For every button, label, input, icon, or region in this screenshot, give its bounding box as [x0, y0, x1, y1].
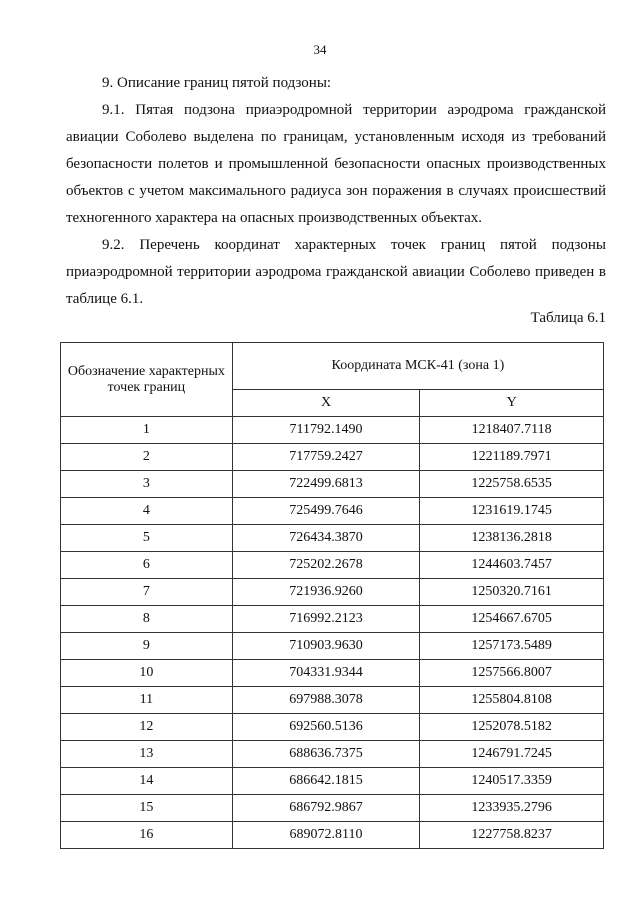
- paragraph-9-2: 9.2. Перечень координат характерных точек границ пятой подзоны приаэродромной территории аэродрома гражданской авиации Соболево приведен в таблице 6.1.: [66, 237, 606, 307]
- table-row: [61, 498, 604, 525]
- y-coordinate-cell: 1257566.8007: [420, 660, 604, 687]
- header-coordinate-system: Координата МСК-41 (зона 1): [232, 343, 603, 390]
- y-coordinate-cell: 1233935.2796: [420, 795, 604, 822]
- table-row: [61, 417, 604, 444]
- table-row: [61, 525, 604, 552]
- table-caption: Таблица 6.1: [530, 310, 606, 326]
- y-coordinate-cell: 1218407.7118: [420, 417, 604, 444]
- y-coordinate-cell: 1244603.7457: [420, 552, 604, 579]
- header-x: X: [232, 390, 420, 417]
- x-coordinate-cell: 717759.2427: [232, 444, 420, 471]
- x-coordinate-cell: 692560.5136: [232, 714, 420, 741]
- y-coordinate-cell: 1250320.7161: [420, 579, 604, 606]
- x-coordinate-cell: 726434.3870: [232, 525, 420, 552]
- x-coordinate-cell: 716992.2123: [232, 606, 420, 633]
- x-coordinate-cell: 722499.6813: [232, 471, 420, 498]
- table-row: [61, 579, 604, 606]
- table-row: [61, 768, 604, 795]
- x-coordinate-cell: 689072.8110: [232, 822, 420, 849]
- table-row: [61, 687, 604, 714]
- table-row: [61, 552, 604, 579]
- header-y: Y: [420, 390, 604, 417]
- table-row: [61, 444, 604, 471]
- coordinates-table: [60, 342, 604, 849]
- point-number-cell: 2: [61, 444, 233, 471]
- table-row: [61, 714, 604, 741]
- point-number-cell: 16: [61, 822, 233, 849]
- x-coordinate-cell: 704331.9344: [232, 660, 420, 687]
- point-number-cell: 12: [61, 714, 233, 741]
- point-number-cell: 4: [61, 498, 233, 525]
- point-number-cell: 6: [61, 552, 233, 579]
- table-row: [61, 822, 604, 849]
- point-number-cell: 15: [61, 795, 233, 822]
- y-coordinate-cell: 1231619.1745: [420, 498, 604, 525]
- y-coordinate-cell: 1240517.3359: [420, 768, 604, 795]
- y-coordinate-cell: 1238136.2818: [420, 525, 604, 552]
- header-point-designation: Обозначение характерных точек границ: [61, 343, 233, 417]
- point-number-cell: 5: [61, 525, 233, 552]
- paragraph-9-1: 9.1. Пятая подзона приаэродромной территории аэродрома гражданской авиации Соболево выделена по границам, установленным исходя из требований безопасности полетов и промышленной безопасности опасных производственных объектов с учетом максимального радиуса зон поражения в случаях происшествий техногенного характера на опасных производственных объектах.: [66, 102, 606, 226]
- x-coordinate-cell: 686792.9867: [232, 795, 420, 822]
- y-coordinate-cell: 1221189.7971: [420, 444, 604, 471]
- table-row: [61, 741, 604, 768]
- y-coordinate-cell: 1225758.6535: [420, 471, 604, 498]
- x-coordinate-cell: 725499.7646: [232, 498, 420, 525]
- y-coordinate-cell: 1257173.5489: [420, 633, 604, 660]
- x-coordinate-cell: 721936.9260: [232, 579, 420, 606]
- point-number-cell: 10: [61, 660, 233, 687]
- table-row: [61, 795, 604, 822]
- y-coordinate-cell: 1255804.8108: [420, 687, 604, 714]
- point-number-cell: 13: [61, 741, 233, 768]
- table-row: [61, 633, 604, 660]
- table-row: [61, 471, 604, 498]
- y-coordinate-cell: 1246791.7245: [420, 741, 604, 768]
- y-coordinate-cell: 1227758.8237: [420, 822, 604, 849]
- page-number: 34: [313, 42, 327, 57]
- section-heading: 9. Описание границ пятой подзоны:: [102, 75, 332, 91]
- point-number-cell: 7: [61, 579, 233, 606]
- x-coordinate-cell: 711792.1490: [232, 417, 420, 444]
- x-coordinate-cell: 710903.9630: [232, 633, 420, 660]
- point-number-cell: 9: [61, 633, 233, 660]
- y-coordinate-cell: 1252078.5182: [420, 714, 604, 741]
- x-coordinate-cell: 725202.2678: [232, 552, 420, 579]
- table-row: [61, 606, 604, 633]
- x-coordinate-cell: 688636.7375: [232, 741, 420, 768]
- x-coordinate-cell: 686642.1815: [232, 768, 420, 795]
- point-number-cell: 14: [61, 768, 233, 795]
- table-row: [61, 660, 604, 687]
- table-body: [61, 417, 604, 849]
- point-number-cell: 3: [61, 471, 233, 498]
- point-number-cell: 1: [61, 417, 233, 444]
- y-coordinate-cell: 1254667.6705: [420, 606, 604, 633]
- point-number-cell: 11: [61, 687, 233, 714]
- x-coordinate-cell: 697988.3078: [232, 687, 420, 714]
- point-number-cell: 8: [61, 606, 233, 633]
